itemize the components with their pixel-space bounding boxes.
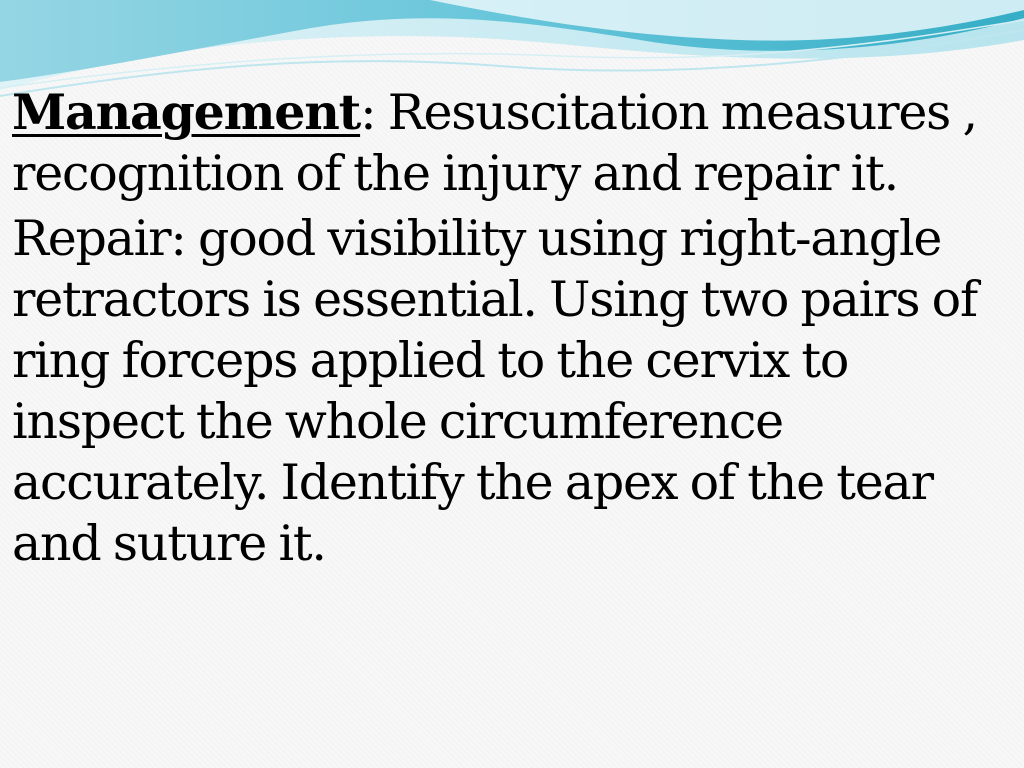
slide-body bbox=[12, 82, 1012, 574]
management-text: : Resuscitation measures , recognition of the injury and repair it. bbox=[12, 84, 977, 202]
management-term: Management bbox=[12, 83, 361, 141]
repair-paragraph: Repair: good visibility using right-angle retractors is essential. Using two pairs of ring forceps applied to the cervix to inspect the whole circumference accurately. Identify the apex of the tear and suture it. bbox=[12, 210, 977, 572]
management-paragraph bbox=[12, 82, 1012, 204]
